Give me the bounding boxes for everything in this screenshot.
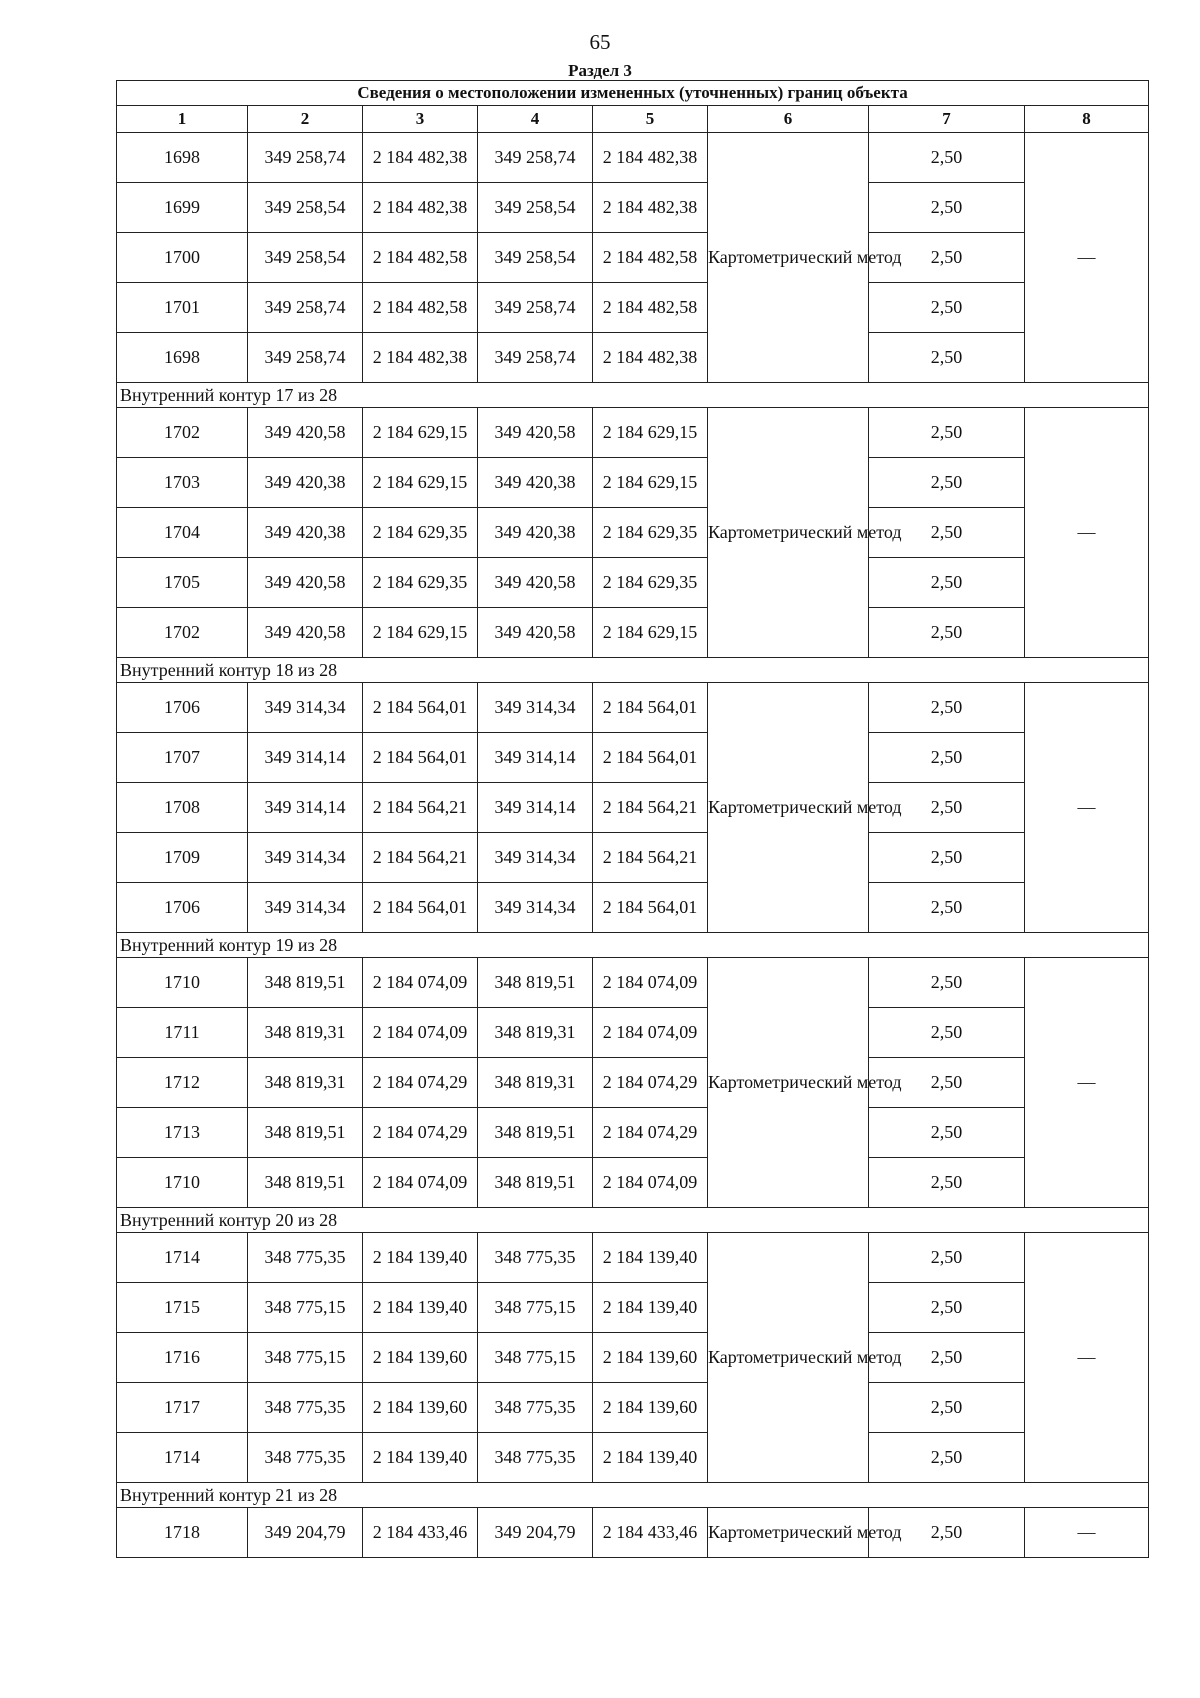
x-new-cell: 349 258,74	[478, 133, 593, 183]
y-new-cell: 2 184 564,21	[593, 833, 708, 883]
point-number-cell: 1711	[117, 1008, 248, 1058]
x-new-cell: 349 204,79	[478, 1508, 593, 1558]
coordinates-table	[116, 80, 1149, 1558]
table-row	[117, 283, 1149, 333]
note-cell: —	[1025, 683, 1149, 933]
y-new-cell: 2 184 564,01	[593, 883, 708, 933]
column-header: 2	[248, 106, 363, 133]
x-new-cell: 348 819,51	[478, 1158, 593, 1208]
column-header: 1	[117, 106, 248, 133]
y-cell: 2 184 482,58	[363, 283, 478, 333]
precision-cell: 2,50	[869, 1283, 1025, 1333]
x-cell: 348 819,51	[248, 1158, 363, 1208]
x-new-cell: 349 258,74	[478, 283, 593, 333]
x-cell: 349 314,14	[248, 733, 363, 783]
point-number-cell: 1710	[117, 958, 248, 1008]
y-cell: 2 184 629,15	[363, 458, 478, 508]
table-row	[117, 408, 1149, 458]
precision-cell: 2,50	[869, 1058, 1025, 1108]
point-number-cell: 1703	[117, 458, 248, 508]
column-header: 7	[869, 106, 1025, 133]
precision-cell: 2,50	[869, 1108, 1025, 1158]
y-new-cell: 2 184 139,40	[593, 1433, 708, 1483]
x-new-cell: 349 314,34	[478, 833, 593, 883]
point-number-cell: 1706	[117, 883, 248, 933]
table-row	[117, 608, 1149, 658]
precision-cell: 2,50	[869, 1158, 1025, 1208]
table-row	[117, 1383, 1149, 1433]
table-row	[117, 1508, 1149, 1558]
x-cell: 349 258,74	[248, 333, 363, 383]
precision-cell: 2,50	[869, 458, 1025, 508]
y-cell: 2 184 564,01	[363, 683, 478, 733]
precision-cell: 2,50	[869, 1008, 1025, 1058]
point-number-cell: 1717	[117, 1383, 248, 1433]
precision-cell: 2,50	[869, 183, 1025, 233]
x-cell: 349 314,34	[248, 833, 363, 883]
y-new-cell: 2 184 564,01	[593, 683, 708, 733]
point-number-cell: 1714	[117, 1433, 248, 1483]
x-new-cell: 349 314,14	[478, 783, 593, 833]
x-new-cell: 348 819,51	[478, 1108, 593, 1158]
table-row	[117, 1283, 1149, 1333]
precision-cell: 2,50	[869, 608, 1025, 658]
method-cell: Картометрический метод	[708, 683, 869, 933]
y-new-cell: 2 184 074,29	[593, 1108, 708, 1158]
method-cell: Картометрический метод	[708, 408, 869, 658]
y-cell: 2 184 139,40	[363, 1283, 478, 1333]
note-cell: —	[1025, 958, 1149, 1208]
x-new-cell: 348 775,15	[478, 1333, 593, 1383]
x-new-cell: 349 420,38	[478, 508, 593, 558]
point-number-cell: 1710	[117, 1158, 248, 1208]
x-new-cell: 349 314,34	[478, 883, 593, 933]
y-cell: 2 184 564,01	[363, 883, 478, 933]
point-number-cell: 1715	[117, 1283, 248, 1333]
y-new-cell: 2 184 074,29	[593, 1058, 708, 1108]
x-cell: 348 775,35	[248, 1233, 363, 1283]
contour-row	[117, 658, 1149, 683]
table-row	[117, 133, 1149, 183]
precision-cell: 2,50	[869, 1233, 1025, 1283]
table-row	[117, 508, 1149, 558]
contour-label: Внутренний контур 19 из 28	[117, 933, 1149, 958]
y-new-cell: 2 184 482,58	[593, 233, 708, 283]
x-new-cell: 349 258,54	[478, 183, 593, 233]
x-new-cell: 348 819,31	[478, 1058, 593, 1108]
x-cell: 348 775,15	[248, 1333, 363, 1383]
table-row	[117, 958, 1149, 1008]
point-number-cell: 1704	[117, 508, 248, 558]
y-cell: 2 184 074,29	[363, 1108, 478, 1158]
x-new-cell: 349 314,34	[478, 683, 593, 733]
precision-cell: 2,50	[869, 333, 1025, 383]
method-cell: Картометрический метод	[708, 133, 869, 383]
table-row	[117, 558, 1149, 608]
x-new-cell: 349 420,58	[478, 408, 593, 458]
x-new-cell: 349 420,58	[478, 608, 593, 658]
y-cell: 2 184 482,38	[363, 183, 478, 233]
table-row	[117, 683, 1149, 733]
contour-row	[117, 383, 1149, 408]
x-new-cell: 348 775,35	[478, 1233, 593, 1283]
precision-cell: 2,50	[869, 1433, 1025, 1483]
point-number-cell: 1706	[117, 683, 248, 733]
x-cell: 348 819,51	[248, 1108, 363, 1158]
table-row	[117, 458, 1149, 508]
y-new-cell: 2 184 482,58	[593, 283, 708, 333]
precision-cell: 2,50	[869, 133, 1025, 183]
y-cell: 2 184 482,58	[363, 233, 478, 283]
point-number-cell: 1699	[117, 183, 248, 233]
x-new-cell: 349 258,74	[478, 333, 593, 383]
x-cell: 348 819,31	[248, 1008, 363, 1058]
y-cell: 2 184 433,46	[363, 1508, 478, 1558]
y-cell: 2 184 074,29	[363, 1058, 478, 1108]
y-cell: 2 184 564,21	[363, 833, 478, 883]
y-cell: 2 184 629,35	[363, 558, 478, 608]
y-cell: 2 184 074,09	[363, 1008, 478, 1058]
note-cell: —	[1025, 1508, 1149, 1558]
y-cell: 2 184 564,01	[363, 733, 478, 783]
point-number-cell: 1705	[117, 558, 248, 608]
column-header: 6	[708, 106, 869, 133]
y-cell: 2 184 139,60	[363, 1383, 478, 1433]
column-header: 3	[363, 106, 478, 133]
column-header: 5	[593, 106, 708, 133]
y-new-cell: 2 184 629,15	[593, 408, 708, 458]
y-new-cell: 2 184 074,09	[593, 1008, 708, 1058]
x-cell: 349 314,34	[248, 683, 363, 733]
x-cell: 349 258,54	[248, 233, 363, 283]
y-cell: 2 184 629,35	[363, 508, 478, 558]
y-cell: 2 184 482,38	[363, 133, 478, 183]
y-cell: 2 184 629,15	[363, 408, 478, 458]
table-row	[117, 1058, 1149, 1108]
method-cell: Картометрический метод	[708, 958, 869, 1208]
note-cell: —	[1025, 133, 1149, 383]
y-new-cell: 2 184 139,60	[593, 1333, 708, 1383]
table-row	[117, 1333, 1149, 1383]
x-cell: 348 775,35	[248, 1433, 363, 1483]
x-new-cell: 349 314,14	[478, 733, 593, 783]
x-cell: 349 258,74	[248, 133, 363, 183]
precision-cell: 2,50	[869, 783, 1025, 833]
table-row	[117, 233, 1149, 283]
method-cell: Картометрический метод	[708, 1233, 869, 1483]
y-cell: 2 184 139,40	[363, 1233, 478, 1283]
point-number-cell: 1712	[117, 1058, 248, 1108]
column-header-row	[117, 106, 1149, 133]
x-cell: 349 420,58	[248, 608, 363, 658]
point-number-cell: 1709	[117, 833, 248, 883]
table-row	[117, 783, 1149, 833]
y-new-cell: 2 184 074,09	[593, 958, 708, 1008]
x-cell: 349 314,14	[248, 783, 363, 833]
point-number-cell: 1700	[117, 233, 248, 283]
y-new-cell: 2 184 482,38	[593, 183, 708, 233]
y-new-cell: 2 184 629,15	[593, 458, 708, 508]
contour-label: Внутренний контур 21 из 28	[117, 1483, 1149, 1508]
x-cell: 349 314,34	[248, 883, 363, 933]
table-title-row	[117, 81, 1149, 106]
y-new-cell: 2 184 074,09	[593, 1158, 708, 1208]
x-new-cell: 349 258,54	[478, 233, 593, 283]
x-cell: 349 258,54	[248, 183, 363, 233]
table-row	[117, 883, 1149, 933]
section-title: Раздел 3	[568, 61, 632, 80]
method-cell: Картометрический метод	[708, 1508, 869, 1558]
y-new-cell: 2 184 139,40	[593, 1283, 708, 1333]
x-cell: 348 819,31	[248, 1058, 363, 1108]
precision-cell: 2,50	[869, 1508, 1025, 1558]
point-number-cell: 1702	[117, 608, 248, 658]
contour-row	[117, 933, 1149, 958]
table-row	[117, 1158, 1149, 1208]
precision-cell: 2,50	[869, 958, 1025, 1008]
precision-cell: 2,50	[869, 833, 1025, 883]
x-cell: 349 420,58	[248, 558, 363, 608]
point-number-cell: 1713	[117, 1108, 248, 1158]
note-cell: —	[1025, 1233, 1149, 1483]
table-row	[117, 1008, 1149, 1058]
x-new-cell: 348 775,35	[478, 1433, 593, 1483]
x-new-cell: 348 819,31	[478, 1008, 593, 1058]
column-header: 8	[1025, 106, 1149, 133]
point-number-cell: 1714	[117, 1233, 248, 1283]
y-new-cell: 2 184 482,38	[593, 133, 708, 183]
note-cell: —	[1025, 408, 1149, 658]
point-number-cell: 1698	[117, 333, 248, 383]
x-cell: 348 775,15	[248, 1283, 363, 1333]
y-new-cell: 2 184 139,40	[593, 1233, 708, 1283]
y-cell: 2 184 139,40	[363, 1433, 478, 1483]
table-row	[117, 1233, 1149, 1283]
y-cell: 2 184 629,15	[363, 608, 478, 658]
x-new-cell: 349 420,58	[478, 558, 593, 608]
y-new-cell: 2 184 629,35	[593, 508, 708, 558]
x-new-cell: 349 420,38	[478, 458, 593, 508]
table-title: Сведения о местоположении измененных (уточненных) границ объекта	[117, 81, 1149, 106]
point-number-cell: 1702	[117, 408, 248, 458]
precision-cell: 2,50	[869, 733, 1025, 783]
point-number-cell: 1708	[117, 783, 248, 833]
table-row	[117, 733, 1149, 783]
precision-cell: 2,50	[869, 233, 1025, 283]
y-new-cell: 2 184 629,15	[593, 608, 708, 658]
y-new-cell: 2 184 482,38	[593, 333, 708, 383]
x-cell: 348 819,51	[248, 958, 363, 1008]
y-new-cell: 2 184 564,21	[593, 783, 708, 833]
y-cell: 2 184 074,09	[363, 1158, 478, 1208]
precision-cell: 2,50	[869, 283, 1025, 333]
y-cell: 2 184 482,38	[363, 333, 478, 383]
x-cell: 349 258,74	[248, 283, 363, 333]
x-cell: 348 775,35	[248, 1383, 363, 1433]
y-new-cell: 2 184 433,46	[593, 1508, 708, 1558]
precision-cell: 2,50	[869, 1383, 1025, 1433]
contour-label: Внутренний контур 18 из 28	[117, 658, 1149, 683]
x-cell: 349 204,79	[248, 1508, 363, 1558]
x-cell: 349 420,58	[248, 408, 363, 458]
precision-cell: 2,50	[869, 1333, 1025, 1383]
point-number-cell: 1716	[117, 1333, 248, 1383]
y-new-cell: 2 184 139,60	[593, 1383, 708, 1433]
table-row	[117, 833, 1149, 883]
contour-label: Внутренний контур 20 из 28	[117, 1208, 1149, 1233]
precision-cell: 2,50	[869, 408, 1025, 458]
x-cell: 349 420,38	[248, 508, 363, 558]
precision-cell: 2,50	[869, 683, 1025, 733]
contour-row	[117, 1208, 1149, 1233]
x-new-cell: 348 775,35	[478, 1383, 593, 1433]
x-new-cell: 348 775,15	[478, 1283, 593, 1333]
precision-cell: 2,50	[869, 558, 1025, 608]
x-cell: 349 420,38	[248, 458, 363, 508]
y-new-cell: 2 184 629,35	[593, 558, 708, 608]
page-number: 65	[589, 30, 611, 54]
contour-label: Внутренний контур 17 из 28	[117, 383, 1149, 408]
point-number-cell: 1698	[117, 133, 248, 183]
x-new-cell: 348 819,51	[478, 958, 593, 1008]
table-row	[117, 1433, 1149, 1483]
point-number-cell: 1701	[117, 283, 248, 333]
y-cell: 2 184 074,09	[363, 958, 478, 1008]
y-cell: 2 184 139,60	[363, 1333, 478, 1383]
point-number-cell: 1718	[117, 1508, 248, 1558]
table-row	[117, 1108, 1149, 1158]
column-header: 4	[478, 106, 593, 133]
y-new-cell: 2 184 564,01	[593, 733, 708, 783]
point-number-cell: 1707	[117, 733, 248, 783]
y-cell: 2 184 564,21	[363, 783, 478, 833]
table-row	[117, 333, 1149, 383]
precision-cell: 2,50	[869, 883, 1025, 933]
precision-cell: 2,50	[869, 508, 1025, 558]
contour-row	[117, 1483, 1149, 1508]
table-row	[117, 183, 1149, 233]
